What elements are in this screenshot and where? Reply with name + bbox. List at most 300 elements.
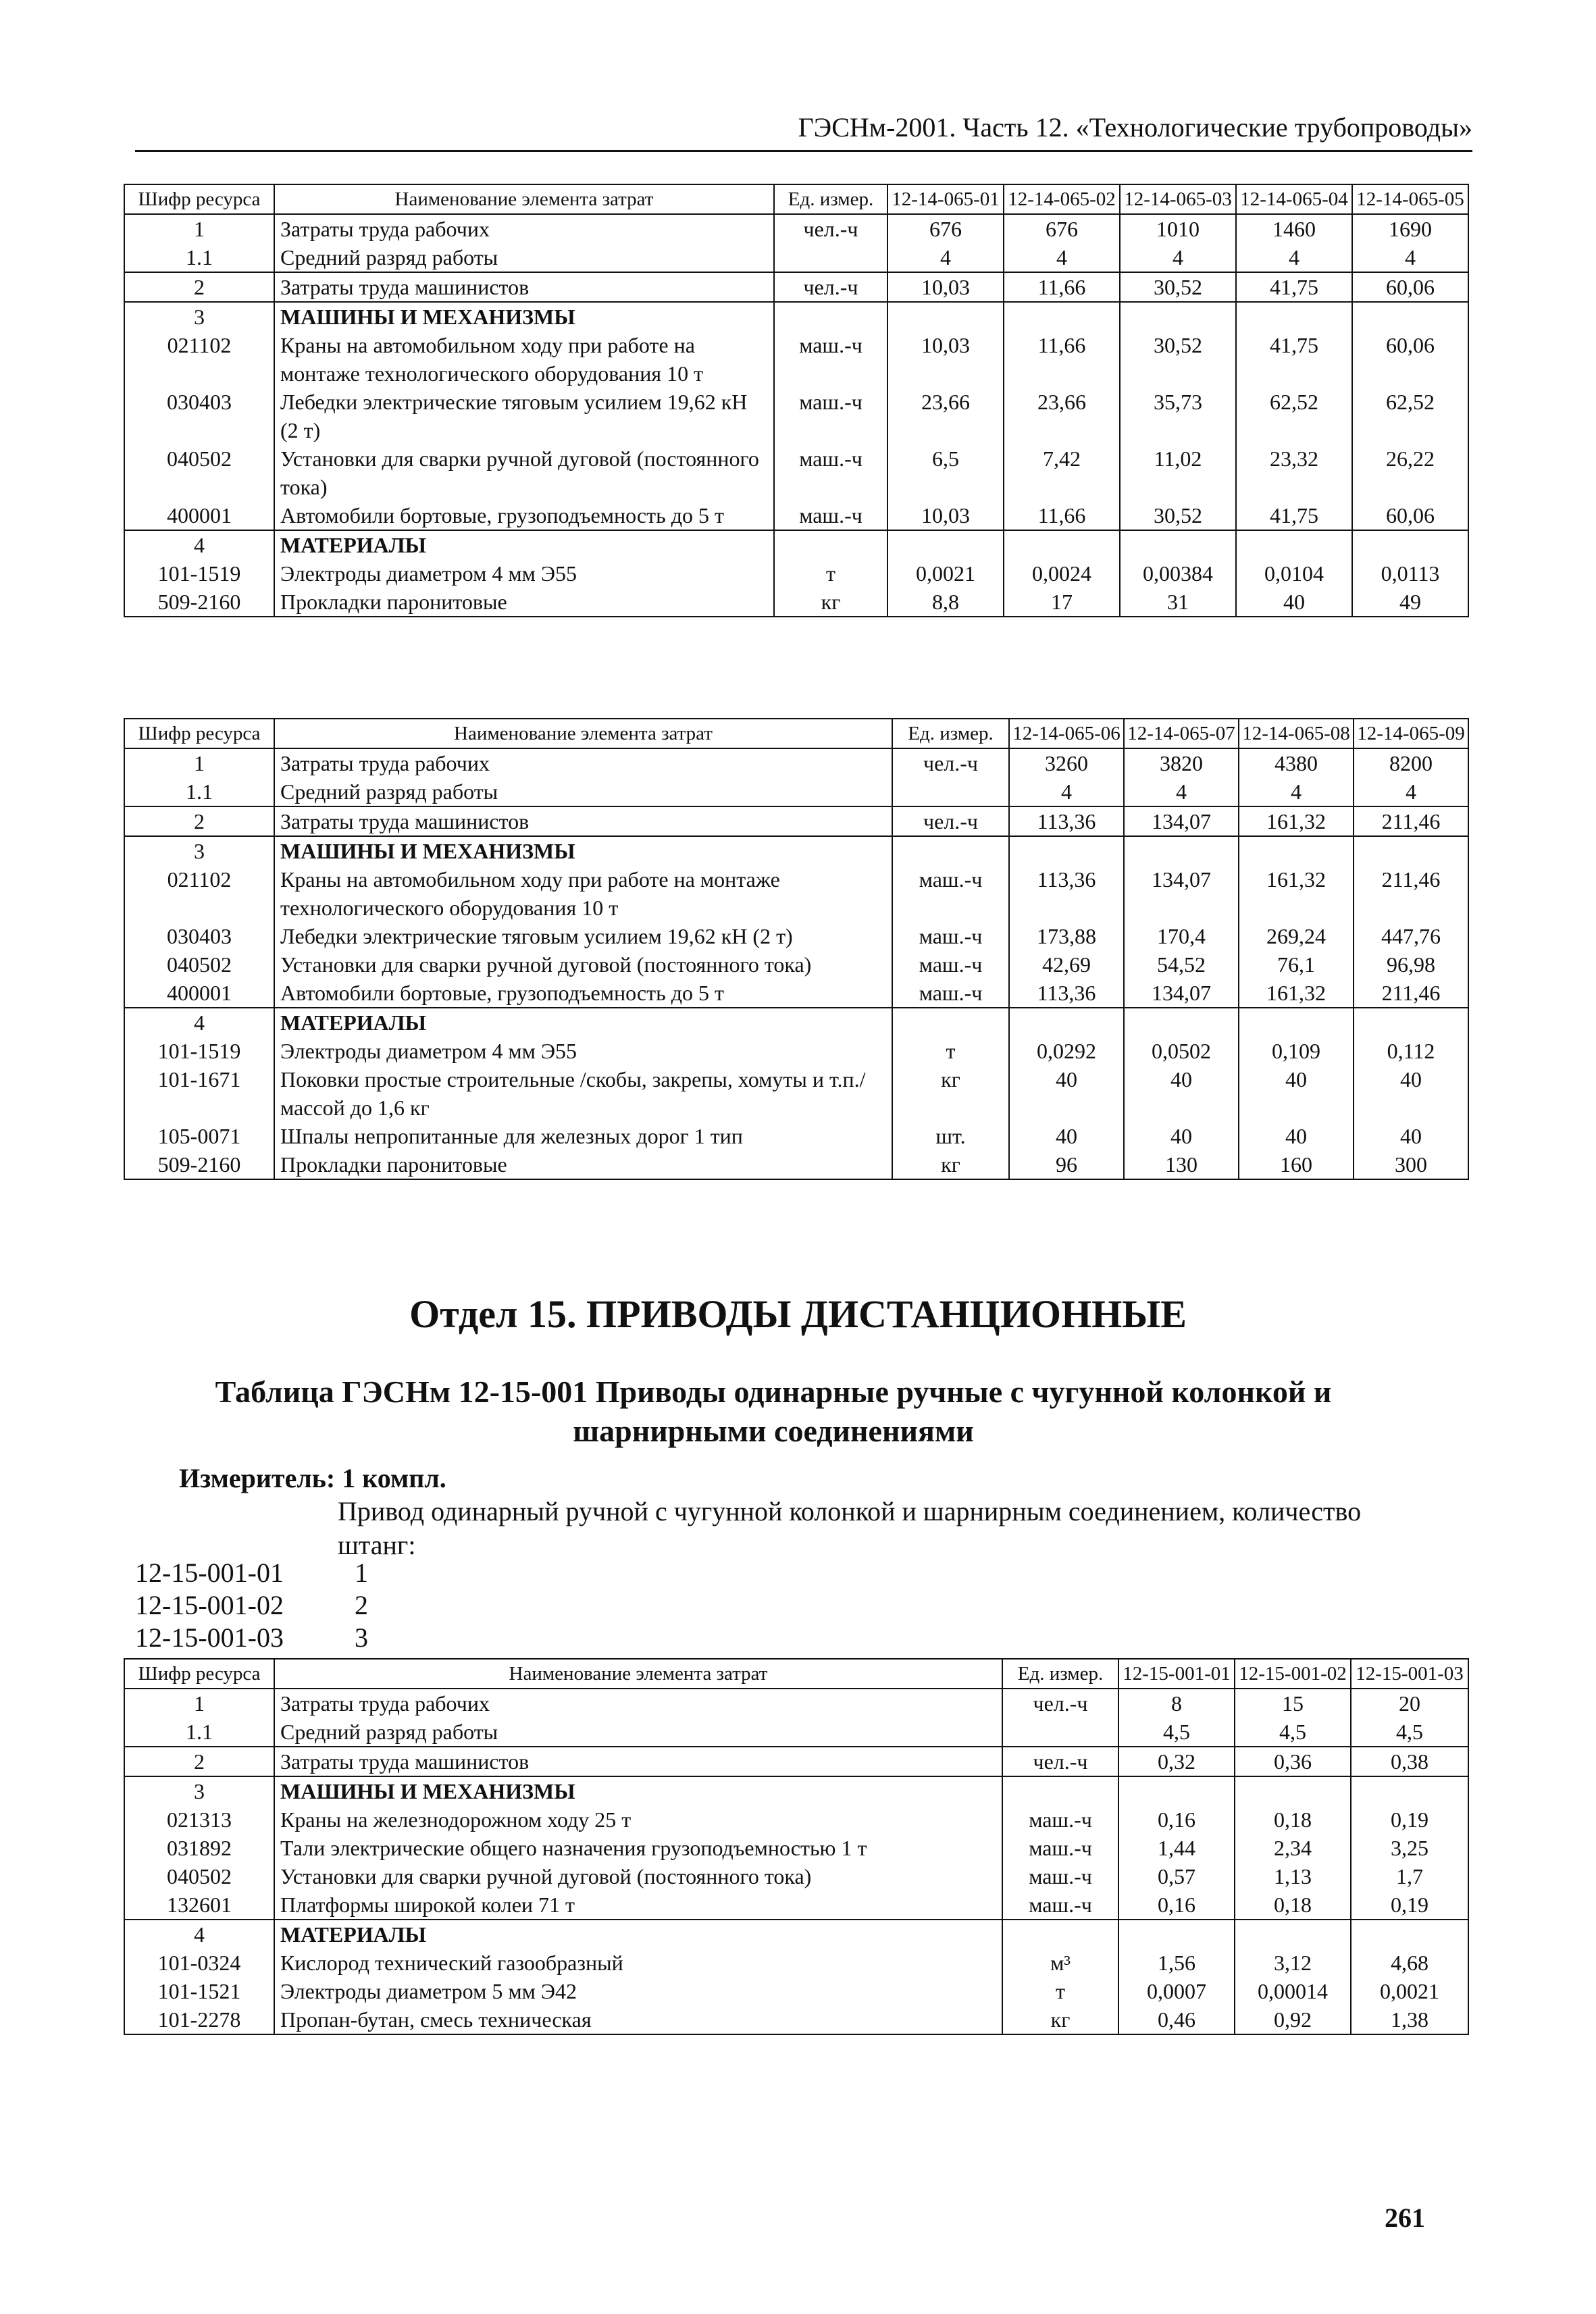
cell-value: 3820 bbox=[1124, 748, 1239, 777]
cell-value: 113,36 bbox=[1009, 979, 1124, 1008]
table-row bbox=[124, 836, 1468, 865]
cell-value: 161,32 bbox=[1239, 979, 1354, 1008]
cell-name: Установки для сварки ручной дуговой (постоянного тока) bbox=[274, 950, 892, 979]
cell-value: 161,32 bbox=[1239, 806, 1354, 836]
cell-value: 31 bbox=[1120, 588, 1236, 617]
cell-value: 41,75 bbox=[1236, 501, 1352, 530]
cell-unit: маш.-ч bbox=[774, 331, 887, 388]
norm-code-value: 2 bbox=[355, 1590, 368, 1620]
cell-code: 509-2160 bbox=[124, 1150, 274, 1179]
cell-name: Электроды диаметром 4 мм Э55 bbox=[274, 1037, 892, 1065]
cell-code: 101-1671 bbox=[124, 1065, 274, 1122]
table-row bbox=[124, 1920, 1468, 1949]
table-row bbox=[124, 922, 1468, 950]
table-row bbox=[124, 777, 1468, 806]
cell-name: МАТЕРИАЛЫ bbox=[274, 1920, 1002, 1949]
cell-name: Поковки простые строительные /скобы, закрепы, хомуты и т.п./ массой до 1,6 кг bbox=[274, 1065, 892, 1122]
table-header-row bbox=[124, 1659, 1468, 1689]
cell-code: 509-2160 bbox=[124, 588, 274, 617]
cell-value: 0,0021 bbox=[887, 559, 1004, 588]
cell-unit bbox=[774, 243, 887, 272]
cell-value: 76,1 bbox=[1239, 950, 1354, 979]
cell-value bbox=[1351, 1776, 1468, 1805]
table-row bbox=[124, 1747, 1468, 1776]
cell-name: Тали электрические общего назначения грузоподъемностью 1 т bbox=[274, 1834, 1002, 1862]
cell-name: Установки для сварки ручной дуговой (постоянного тока) bbox=[274, 1862, 1002, 1891]
table-row bbox=[124, 559, 1468, 588]
resource-table-12-14-065-01-05 bbox=[124, 184, 1469, 617]
table-row bbox=[124, 1689, 1468, 1718]
cell-code: 1 bbox=[124, 748, 274, 777]
header-norm-code: 12-15-001-02 bbox=[1235, 1659, 1351, 1689]
resource-table-12-14-065-06-09 bbox=[124, 718, 1469, 1180]
cell-value: 62,52 bbox=[1236, 388, 1352, 444]
cell-value: 40 bbox=[1354, 1122, 1468, 1150]
meter-value: 1 компл. bbox=[342, 1463, 446, 1493]
cell-unit: маш.-ч bbox=[1002, 1834, 1118, 1862]
header-name: Наименование элемента затрат bbox=[274, 184, 774, 214]
header-norm-code: 12-15-001-01 bbox=[1118, 1659, 1235, 1689]
cell-value: 4,68 bbox=[1351, 1949, 1468, 1977]
cell-unit: шт. bbox=[892, 1122, 1009, 1150]
cell-value bbox=[1118, 1776, 1235, 1805]
cell-value: 41,75 bbox=[1236, 272, 1352, 302]
cell-value: 0,92 bbox=[1235, 2005, 1351, 2034]
cell-value: 15 bbox=[1235, 1689, 1351, 1718]
cell-code: 101-1519 bbox=[124, 559, 274, 588]
cell-value: 40 bbox=[1009, 1065, 1124, 1122]
cell-value: 11,66 bbox=[1004, 331, 1120, 388]
header-unit: Ед. измер. bbox=[1002, 1659, 1118, 1689]
table-row bbox=[124, 1776, 1468, 1805]
cell-value: 134,07 bbox=[1124, 979, 1239, 1008]
cell-value: 0,0024 bbox=[1004, 559, 1120, 588]
cell-name: Автомобили бортовые, грузоподъемность до 5 т bbox=[274, 979, 892, 1008]
cell-name: МАШИНЫ И МЕХАНИЗМЫ bbox=[274, 836, 892, 865]
cell-unit: м³ bbox=[1002, 1949, 1118, 1977]
cell-code: 101-0324 bbox=[124, 1949, 274, 1977]
cell-value: 447,76 bbox=[1354, 922, 1468, 950]
cell-value: 4,5 bbox=[1351, 1718, 1468, 1747]
cell-code: 1 bbox=[124, 214, 274, 243]
cell-value: 30,52 bbox=[1120, 331, 1236, 388]
cell-value: 0,109 bbox=[1239, 1037, 1354, 1065]
cell-value: 10,03 bbox=[887, 272, 1004, 302]
cell-value: 0,16 bbox=[1118, 1891, 1235, 1920]
cell-value: 300 bbox=[1354, 1150, 1468, 1179]
cell-code: 040502 bbox=[124, 1862, 274, 1891]
cell-value bbox=[1124, 836, 1239, 865]
header-unit: Ед. измер. bbox=[892, 719, 1009, 748]
header-norm-code: 12-14-065-03 bbox=[1120, 184, 1236, 214]
cell-value: 3260 bbox=[1009, 748, 1124, 777]
table-row bbox=[124, 1150, 1468, 1179]
norm-codes-list bbox=[135, 1557, 368, 1654]
cell-name: Прокладки паронитовые bbox=[274, 588, 774, 617]
cell-value: 96 bbox=[1009, 1150, 1124, 1179]
cell-value: 0,0502 bbox=[1124, 1037, 1239, 1065]
cell-value: 35,73 bbox=[1120, 388, 1236, 444]
resource-table-12-15-001 bbox=[124, 1658, 1469, 2035]
cell-value bbox=[1352, 530, 1468, 559]
cell-value bbox=[1004, 530, 1120, 559]
cell-value bbox=[1235, 1920, 1351, 1949]
header-name: Наименование элемента затрат bbox=[274, 1659, 1002, 1689]
cell-name: МАШИНЫ И МЕХАНИЗМЫ bbox=[274, 302, 774, 331]
cell-code: 021313 bbox=[124, 1805, 274, 1834]
cell-name: Затраты труда рабочих bbox=[274, 748, 892, 777]
cell-code: 1 bbox=[124, 1689, 274, 1718]
cell-value: 1,56 bbox=[1118, 1949, 1235, 1977]
cell-value: 2,34 bbox=[1235, 1834, 1351, 1862]
cell-code: 2 bbox=[124, 806, 274, 836]
cell-name: Лебедки электрические тяговым усилием 19,62 кН (2 т) bbox=[274, 922, 892, 950]
cell-value: 0,19 bbox=[1351, 1891, 1468, 1920]
cell-unit bbox=[892, 836, 1009, 865]
cell-value: 113,36 bbox=[1009, 806, 1124, 836]
cell-value: 676 bbox=[887, 214, 1004, 243]
cell-unit: маш.-ч bbox=[1002, 1805, 1118, 1834]
cell-value bbox=[887, 530, 1004, 559]
norm-code: 12-15-001-01 bbox=[135, 1558, 284, 1588]
cell-unit bbox=[774, 530, 887, 559]
page-number: 261 bbox=[1385, 2203, 1425, 2233]
cell-unit: кг bbox=[774, 588, 887, 617]
cell-unit bbox=[1002, 1776, 1118, 1805]
cell-code: 400001 bbox=[124, 501, 274, 530]
table-title: Таблица ГЭСНм 12-15-001 Приводы одинарные ручные с чугунной колонкой и шарнирными соединениями bbox=[215, 1374, 1332, 1448]
table-row bbox=[124, 444, 1468, 501]
cell-value: 40 bbox=[1009, 1122, 1124, 1150]
cell-value: 0,0113 bbox=[1352, 559, 1468, 588]
cell-value: 1,38 bbox=[1351, 2005, 1468, 2034]
cell-unit: т bbox=[892, 1037, 1009, 1065]
cell-value: 0,57 bbox=[1118, 1862, 1235, 1891]
cell-value bbox=[1351, 1920, 1468, 1949]
cell-value: 161,32 bbox=[1239, 865, 1354, 922]
cell-unit: чел.-ч bbox=[892, 748, 1009, 777]
header-norm-code: 12-14-065-08 bbox=[1239, 719, 1354, 748]
header-code: Шифр ресурса bbox=[124, 1659, 274, 1689]
cell-value: 7,42 bbox=[1004, 444, 1120, 501]
cell-code: 1.1 bbox=[124, 243, 274, 272]
cell-value: 113,36 bbox=[1009, 865, 1124, 922]
cell-code: 1.1 bbox=[124, 777, 274, 806]
table-row bbox=[124, 1122, 1468, 1150]
cell-value bbox=[1004, 302, 1120, 331]
norm-code-value: 3 bbox=[355, 1622, 368, 1653]
cell-value: 3,12 bbox=[1235, 1949, 1351, 1977]
cell-unit bbox=[1002, 1920, 1118, 1949]
cell-value bbox=[1236, 302, 1352, 331]
cell-value: 0,112 bbox=[1354, 1037, 1468, 1065]
cell-value: 0,16 bbox=[1118, 1805, 1235, 1834]
cell-name: Затраты труда рабочих bbox=[274, 1689, 1002, 1718]
cell-value bbox=[1352, 302, 1468, 331]
cell-name: Электроды диаметром 5 мм Э42 bbox=[274, 1977, 1002, 2005]
cell-value: 10,03 bbox=[887, 501, 1004, 530]
cell-value: 4 bbox=[887, 243, 1004, 272]
cell-value: 134,07 bbox=[1124, 806, 1239, 836]
table-row bbox=[124, 388, 1468, 444]
cell-value: 8200 bbox=[1354, 748, 1468, 777]
header-norm-code: 12-14-065-07 bbox=[1124, 719, 1239, 748]
table-row bbox=[124, 1891, 1468, 1920]
table-row bbox=[124, 501, 1468, 530]
cell-value: 40 bbox=[1124, 1122, 1239, 1150]
cell-code: 2 bbox=[124, 272, 274, 302]
cell-name: МАТЕРИАЛЫ bbox=[274, 1008, 892, 1037]
cell-unit: маш.-ч bbox=[892, 979, 1009, 1008]
cell-value: 40 bbox=[1239, 1065, 1354, 1122]
cell-value bbox=[1354, 1008, 1468, 1037]
cell-value: 60,06 bbox=[1352, 272, 1468, 302]
running-header: ГЭСНм-2001. Часть 12. «Технологические трубопроводы» bbox=[798, 112, 1472, 143]
section-title: Отдел 15. ПРИВОДЫ ДИСТАНЦИОННЫЕ bbox=[409, 1292, 1187, 1336]
table-row bbox=[124, 865, 1468, 922]
cell-value: 11,66 bbox=[1004, 501, 1120, 530]
cell-unit: чел.-ч bbox=[892, 806, 1009, 836]
cell-unit: чел.-ч bbox=[1002, 1689, 1118, 1718]
cell-code: 101-1519 bbox=[124, 1037, 274, 1065]
cell-code: 400001 bbox=[124, 979, 274, 1008]
cell-value: 4 bbox=[1354, 777, 1468, 806]
cell-value: 4 bbox=[1004, 243, 1120, 272]
table-row bbox=[124, 214, 1468, 243]
header-code: Шифр ресурса bbox=[124, 719, 274, 748]
cell-value: 130 bbox=[1124, 1150, 1239, 1179]
cell-unit bbox=[1002, 1718, 1118, 1747]
table-row bbox=[124, 588, 1468, 617]
cell-value: 0,00384 bbox=[1120, 559, 1236, 588]
table-row bbox=[124, 806, 1468, 836]
header-name: Наименование элемента затрат bbox=[274, 719, 892, 748]
cell-code: 101-1521 bbox=[124, 1977, 274, 2005]
cell-value: 11,66 bbox=[1004, 272, 1120, 302]
cell-value: 8,8 bbox=[887, 588, 1004, 617]
cell-value: 0,36 bbox=[1235, 1747, 1351, 1776]
cell-value bbox=[1235, 1776, 1351, 1805]
table-row bbox=[124, 1008, 1468, 1037]
cell-value: 4 bbox=[1239, 777, 1354, 806]
cell-value: 8 bbox=[1118, 1689, 1235, 1718]
table-row bbox=[124, 1862, 1468, 1891]
cell-code: 1.1 bbox=[124, 1718, 274, 1747]
cell-code: 4 bbox=[124, 530, 274, 559]
header-norm-code: 12-15-001-03 bbox=[1351, 1659, 1468, 1689]
table-row bbox=[124, 1037, 1468, 1065]
cell-code: 101-2278 bbox=[124, 2005, 274, 2034]
cell-name: Затраты труда машинистов bbox=[274, 806, 892, 836]
cell-value: 211,46 bbox=[1354, 979, 1468, 1008]
cell-value: 0,18 bbox=[1235, 1805, 1351, 1834]
header-norm-code: 12-14-065-01 bbox=[887, 184, 1004, 214]
cell-value: 1,13 bbox=[1235, 1862, 1351, 1891]
cell-value: 30,52 bbox=[1120, 501, 1236, 530]
cell-value: 6,5 bbox=[887, 444, 1004, 501]
cell-value: 3,25 bbox=[1351, 1834, 1468, 1862]
cell-unit: т bbox=[774, 559, 887, 588]
cell-name: Затраты труда машинистов bbox=[274, 272, 774, 302]
cell-value: 170,4 bbox=[1124, 922, 1239, 950]
cell-unit: чел.-ч bbox=[774, 214, 887, 243]
table-row bbox=[124, 950, 1468, 979]
cell-value bbox=[887, 302, 1004, 331]
cell-value: 173,88 bbox=[1009, 922, 1124, 950]
header-norm-code: 12-14-065-04 bbox=[1236, 184, 1352, 214]
cell-value: 0,0104 bbox=[1236, 559, 1352, 588]
cell-value: 0,46 bbox=[1118, 2005, 1235, 2034]
table-row bbox=[124, 331, 1468, 388]
cell-value: 0,32 bbox=[1118, 1747, 1235, 1776]
cell-value: 60,06 bbox=[1352, 331, 1468, 388]
cell-code: 4 bbox=[124, 1008, 274, 1037]
cell-value: 4 bbox=[1352, 243, 1468, 272]
cell-value: 4 bbox=[1009, 777, 1124, 806]
norm-code-row bbox=[135, 1557, 368, 1589]
cell-name: Кислород технический газообразный bbox=[274, 1949, 1002, 1977]
cell-unit: чел.-ч bbox=[774, 272, 887, 302]
cell-name: Пропан-бутан, смесь техническая bbox=[274, 2005, 1002, 2034]
cell-code: 040502 bbox=[124, 444, 274, 501]
cell-name: Краны на автомобильном ходу при работе на монтаже технологического оборудования 10 т bbox=[274, 865, 892, 922]
cell-value: 54,52 bbox=[1124, 950, 1239, 979]
table-header-row bbox=[124, 719, 1468, 748]
cell-value: 23,66 bbox=[887, 388, 1004, 444]
description: Привод одинарный ручной с чугунной колонкой и шарнирным соединением, количество штанг: bbox=[338, 1496, 1362, 1560]
cell-value bbox=[1236, 530, 1352, 559]
table-row bbox=[124, 1977, 1468, 2005]
table-row bbox=[124, 272, 1468, 302]
cell-value: 40 bbox=[1236, 588, 1352, 617]
cell-code: 040502 bbox=[124, 950, 274, 979]
cell-value: 96,98 bbox=[1354, 950, 1468, 979]
norm-code: 12-15-001-03 bbox=[135, 1622, 284, 1653]
header-code: Шифр ресурса bbox=[124, 184, 274, 214]
table-row bbox=[124, 302, 1468, 331]
cell-value: 11,02 bbox=[1120, 444, 1236, 501]
cell-value: 211,46 bbox=[1354, 865, 1468, 922]
norm-code-value: 1 bbox=[355, 1558, 368, 1588]
cell-name: Краны на автомобильном ходу при работе на монтаже технологического оборудования 10 т bbox=[274, 331, 774, 388]
header-rule bbox=[135, 150, 1472, 152]
cell-value: 40 bbox=[1354, 1065, 1468, 1122]
cell-code: 021102 bbox=[124, 331, 274, 388]
cell-code: 030403 bbox=[124, 388, 274, 444]
cell-value: 4 bbox=[1120, 243, 1236, 272]
cell-unit: кг bbox=[1002, 2005, 1118, 2034]
cell-name: Электроды диаметром 4 мм Э55 bbox=[274, 559, 774, 588]
cell-value: 41,75 bbox=[1236, 331, 1352, 388]
cell-value: 134,07 bbox=[1124, 865, 1239, 922]
table-row bbox=[124, 2005, 1468, 2034]
cell-value bbox=[1009, 836, 1124, 865]
cell-value: 0,0007 bbox=[1118, 1977, 1235, 2005]
cell-value: 10,03 bbox=[887, 331, 1004, 388]
table-row bbox=[124, 1805, 1468, 1834]
cell-unit: маш.-ч bbox=[892, 865, 1009, 922]
cell-name: Затраты труда машинистов bbox=[274, 1747, 1002, 1776]
cell-value: 26,22 bbox=[1352, 444, 1468, 501]
cell-code: 3 bbox=[124, 836, 274, 865]
table-row bbox=[124, 748, 1468, 777]
cell-value bbox=[1009, 1008, 1124, 1037]
cell-value: 0,0292 bbox=[1009, 1037, 1124, 1065]
norm-code-row bbox=[135, 1622, 368, 1654]
cell-unit bbox=[892, 1008, 1009, 1037]
cell-value bbox=[1118, 1920, 1235, 1949]
cell-value bbox=[1354, 836, 1468, 865]
cell-value: 0,38 bbox=[1351, 1747, 1468, 1776]
cell-unit bbox=[892, 777, 1009, 806]
cell-unit: кг bbox=[892, 1150, 1009, 1179]
cell-value: 1690 bbox=[1352, 214, 1468, 243]
cell-value: 211,46 bbox=[1354, 806, 1468, 836]
cell-name: Прокладки паронитовые bbox=[274, 1150, 892, 1179]
table-row bbox=[124, 1065, 1468, 1122]
cell-value: 60,06 bbox=[1352, 501, 1468, 530]
header-norm-code: 12-14-065-09 bbox=[1354, 719, 1468, 748]
cell-name: Затраты труда рабочих bbox=[274, 214, 774, 243]
table-row bbox=[124, 1834, 1468, 1862]
cell-value: 40 bbox=[1239, 1122, 1354, 1150]
table-row bbox=[124, 243, 1468, 272]
cell-value bbox=[1120, 302, 1236, 331]
cell-name: Средний разряд работы bbox=[274, 243, 774, 272]
cell-name: Средний разряд работы bbox=[274, 777, 892, 806]
norm-code: 12-15-001-02 bbox=[135, 1590, 284, 1620]
cell-value: 0,0021 bbox=[1351, 1977, 1468, 2005]
cell-value: 0,19 bbox=[1351, 1805, 1468, 1834]
table-row bbox=[124, 1949, 1468, 1977]
cell-value: 269,24 bbox=[1239, 922, 1354, 950]
cell-code: 021102 bbox=[124, 865, 274, 922]
cell-value bbox=[1239, 1008, 1354, 1037]
cell-code: 3 bbox=[124, 302, 274, 331]
cell-name: МАТЕРИАЛЫ bbox=[274, 530, 774, 559]
cell-value: 42,69 bbox=[1009, 950, 1124, 979]
cell-unit: маш.-ч bbox=[774, 501, 887, 530]
cell-value: 1,44 bbox=[1118, 1834, 1235, 1862]
cell-value: 4,5 bbox=[1235, 1718, 1351, 1747]
cell-unit: кг bbox=[892, 1065, 1009, 1122]
cell-value: 4 bbox=[1124, 777, 1239, 806]
cell-code: 4 bbox=[124, 1920, 274, 1949]
table-row bbox=[124, 530, 1468, 559]
cell-name: Краны на железнодорожном ходу 25 т bbox=[274, 1805, 1002, 1834]
cell-code: 105-0071 bbox=[124, 1122, 274, 1150]
cell-code: 030403 bbox=[124, 922, 274, 950]
cell-value: 160 bbox=[1239, 1150, 1354, 1179]
cell-name: Установки для сварки ручной дуговой (постоянного тока) bbox=[274, 444, 774, 501]
cell-value: 676 bbox=[1004, 214, 1120, 243]
cell-value: 23,32 bbox=[1236, 444, 1352, 501]
norm-code-row bbox=[135, 1589, 368, 1622]
cell-code: 2 bbox=[124, 1747, 274, 1776]
cell-code: 132601 bbox=[124, 1891, 274, 1920]
cell-name: Платформы широкой колеи 71 т bbox=[274, 1891, 1002, 1920]
cell-value: 20 bbox=[1351, 1689, 1468, 1718]
table-header-row bbox=[124, 184, 1468, 214]
header-norm-code: 12-14-065-05 bbox=[1352, 184, 1468, 214]
cell-unit: чел.-ч bbox=[1002, 1747, 1118, 1776]
cell-value: 0,18 bbox=[1235, 1891, 1351, 1920]
meter-label: Измеритель: bbox=[179, 1463, 336, 1493]
cell-value: 17 bbox=[1004, 588, 1120, 617]
cell-unit: маш.-ч bbox=[774, 444, 887, 501]
cell-unit: маш.-ч bbox=[1002, 1891, 1118, 1920]
cell-value bbox=[1239, 836, 1354, 865]
